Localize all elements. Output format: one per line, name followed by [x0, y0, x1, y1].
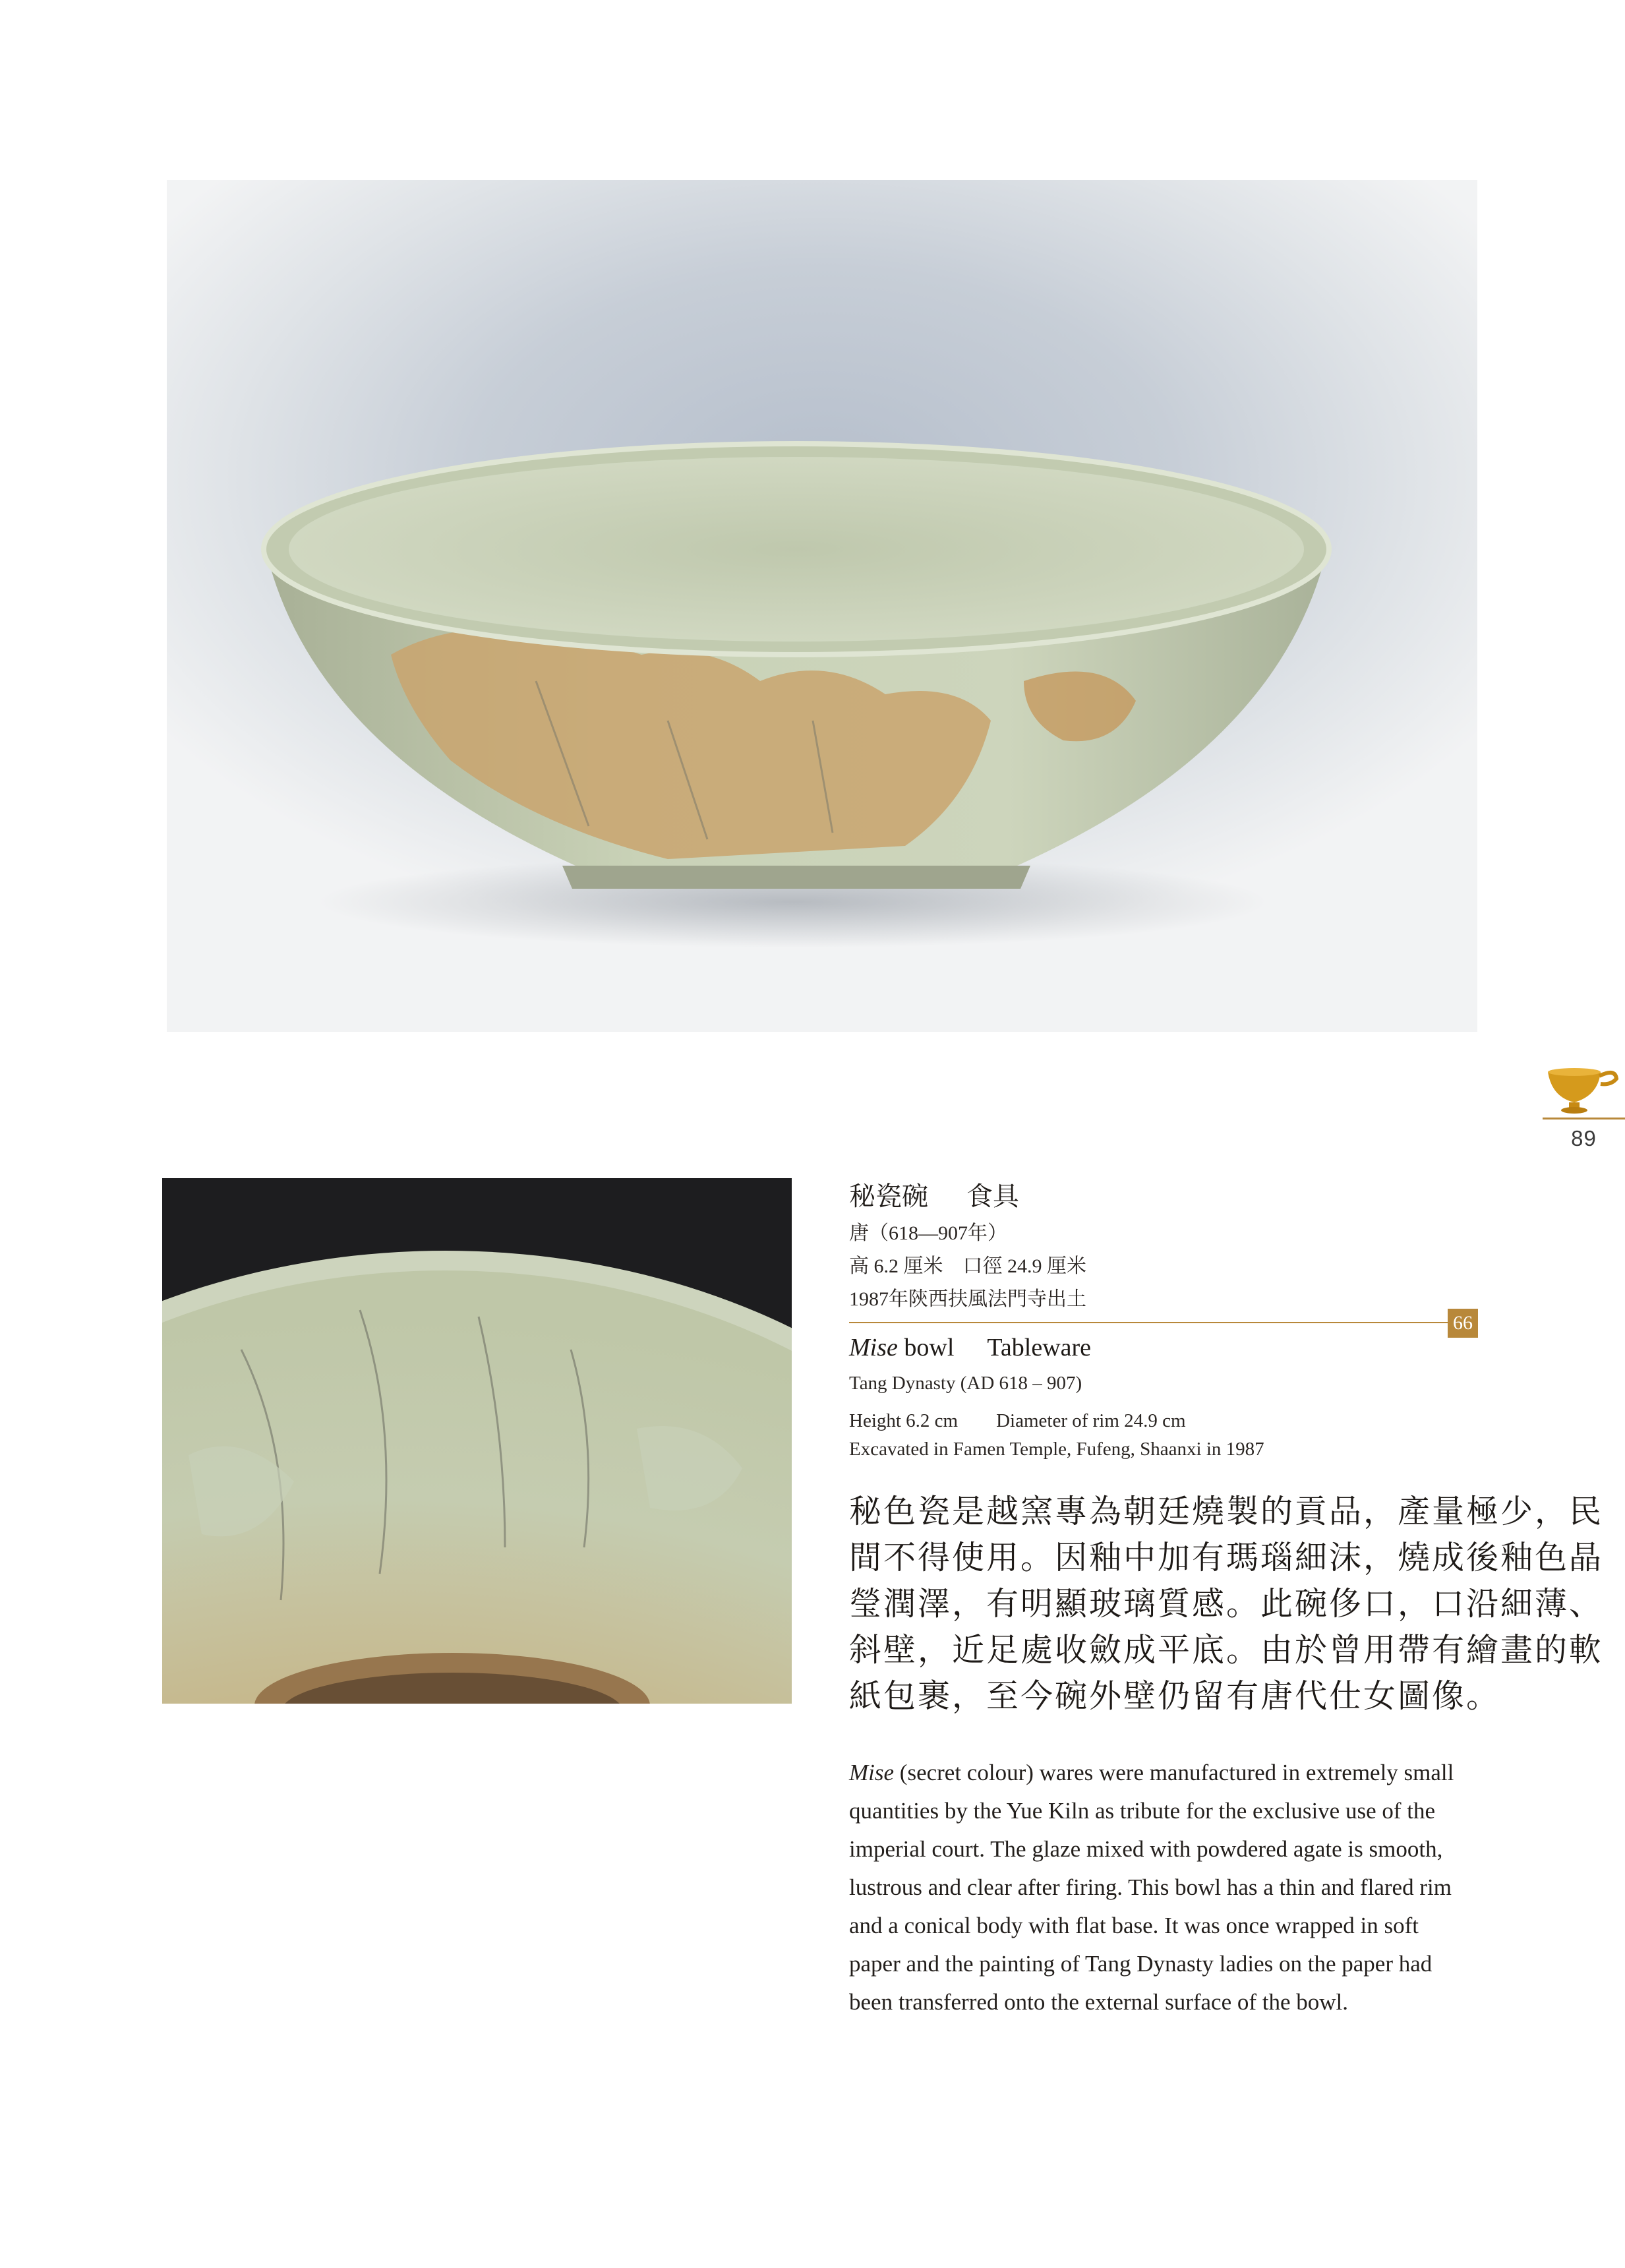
- item-number-badge: 66: [1448, 1309, 1478, 1338]
- en-description: [849, 1754, 1482, 2021]
- zh-dynasty: 唐（618—907年）: [849, 1222, 1007, 1244]
- zh-dimensions: 高 6.2 厘米 口徑 24.9 厘米: [849, 1255, 1086, 1277]
- zh-provenance: 1987年陝西扶風法門寺出土: [849, 1288, 1086, 1310]
- en-category: Tableware: [987, 1334, 1092, 1361]
- bowl-main-photo: [167, 180, 1477, 1032]
- en-description-line: [849, 1754, 1482, 1792]
- zh-description-line: 紙包裹，至今碗外壁仍留有唐代仕女圖像。: [849, 1678, 1501, 1714]
- en-provenance: Excavated in Famen Temple, Fufeng, Shaanxi in 1987: [849, 1439, 1264, 1460]
- en-dynasty: Tang Dynasty (AD 618 – 907): [849, 1373, 1082, 1394]
- bowl-detail-photo: [162, 1178, 792, 1704]
- en-description-line: and a conical body with flat base. It was once wrapped in soft: [849, 1913, 1419, 1938]
- zh-description: [849, 1489, 1604, 1719]
- zh-description-line: 斜壁，近足處收斂成平底。由於曾用帶有繪畫的軟: [849, 1632, 1604, 1668]
- en-dimensions: Height 6.2 cm Diameter of rim 24.9 cm: [849, 1410, 1186, 1431]
- zh-description-line: 瑩潤澤，有明顯玻璃質感。此碗侈口，口沿細薄、: [849, 1586, 1604, 1622]
- en-description-line: lustrous and clear after firing. This bowl has a thin and flared rim: [849, 1874, 1452, 1900]
- en-name-rest: bowl: [897, 1334, 955, 1361]
- en-name-italic: Mise: [849, 1334, 898, 1361]
- page-number: 89: [1571, 1126, 1597, 1150]
- cup-ornament-icon: [1543, 1063, 1620, 1117]
- en-description-first-rest: (secret colour) wares were manufactured in extremely small: [894, 1760, 1454, 1785]
- zh-title: [849, 1176, 1019, 1213]
- en-description-line: been transferred onto the external surface of the bowl.: [849, 1989, 1349, 2015]
- en-description-italic: Mise: [849, 1760, 895, 1785]
- bowl-interior-illustration: [162, 1178, 792, 1704]
- en-title: [849, 1333, 1091, 1362]
- en-description-line: imperial court. The glaze mixed with powdered agate is smooth,: [849, 1836, 1443, 1862]
- page-rule: [1543, 1118, 1625, 1119]
- zh-description-line: 秘色瓷是越窯專為朝廷燒製的貢品，產量極少，民: [849, 1493, 1604, 1530]
- zh-description-line: 間不得使用。因釉中加有瑪瑙細沫，燒成後釉色晶: [849, 1539, 1604, 1576]
- caption-divider: [849, 1322, 1448, 1323]
- en-description-line: quantities by the Yue Kiln as tribute for the exclusive use of the: [849, 1798, 1436, 1824]
- bowl-illustration: [167, 180, 1477, 1032]
- zh-category: 食具: [966, 1181, 1019, 1211]
- zh-name: 秘瓷碗: [849, 1181, 928, 1211]
- en-description-line: paper and the painting of Tang Dynasty ladies on the paper had: [849, 1951, 1433, 1977]
